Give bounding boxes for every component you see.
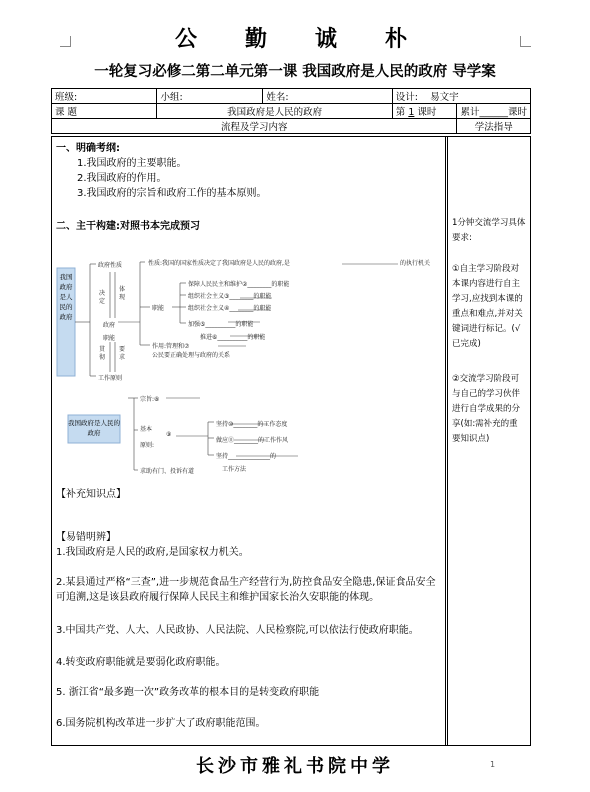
error-item-2: 2.某县通过严格“三查”,进一步规范食品生产经营行为,防控食品安全隐患,保证食品安全可追溯,这是该县政府履行保障人民民主和维护国家长治久安职能的体现。: [56, 577, 436, 603]
principle-10: 坚持⑩________的工作态度: [216, 421, 288, 428]
total-cell: 累计______课时: [457, 104, 531, 119]
node-functions-word: 职能: [103, 335, 116, 342]
method-word: 工作方法: [222, 466, 247, 473]
total-suffix: 课时: [507, 107, 527, 118]
basic-word: 基本: [140, 426, 153, 433]
func-5: 推进⑥__________的职能: [200, 334, 266, 341]
errors-heading: 【易错明辨】: [56, 532, 116, 543]
node-require: 要求: [119, 346, 126, 361]
tenet-line: 宗旨:⑧: [140, 396, 160, 403]
designer-name: 易文宇: [430, 92, 459, 103]
left-box-label: 我国政府是人民的政府: [59, 273, 73, 321]
lesson-prefix: 第: [395, 107, 406, 118]
page-number: 1: [490, 760, 496, 769]
func-2: 组织社会主义③________的职能: [188, 293, 272, 300]
func-1: 保障人民民主和维护②________的职能: [188, 281, 290, 288]
document-title: 一轮复习必修二第二单元第一课 我国政府是人民的政府 导学案: [94, 63, 496, 80]
func-3: 组织社会主义④________的职能: [188, 305, 272, 312]
syllabus-item-2: 2.我国政府的作用。: [77, 173, 167, 184]
group-label: 小组:: [157, 89, 263, 104]
lesson-suffix: 课时: [417, 107, 437, 118]
principle-12: 坚持______________的: [216, 453, 277, 460]
col-main-header: 流程及学习内容: [52, 119, 457, 134]
func-4: 加强⑤__________的职能: [188, 321, 254, 328]
lesson-number: 1: [408, 107, 415, 118]
node-principle: 工作原则: [98, 375, 123, 382]
node-through: 贯彻: [99, 346, 106, 361]
func-label: 职能: [152, 305, 165, 312]
principle-11: 做应⑪________的工作作风: [216, 437, 289, 444]
name-label: 姓名:: [263, 89, 392, 104]
error-item-5: 5. 浙江省“最多跑一次”政务改革的根本目的是转变政府职能: [56, 687, 320, 698]
topic-label: 课 题: [52, 104, 157, 119]
syllabus-item-1: 1.我国政府的主要职能。: [77, 158, 187, 169]
node-decide: 决定: [99, 290, 106, 305]
diagram-left-box: [57, 268, 75, 376]
design-label: 设计:: [395, 92, 418, 103]
role-line-2: 公民要正确处理与政府的关系: [152, 352, 231, 359]
school-name-footer: 长沙市雅礼书院中学: [196, 756, 394, 777]
guidance-step-2: ②交流学习阶段可与自己的学习伙伴进行自学成果的分享(如:需补充的重要知识点): [452, 374, 521, 444]
error-item-4: 4.转变政府职能就是要弱化政府职能。: [56, 657, 226, 668]
blank-9: ⑨: [166, 431, 172, 438]
supplement-heading: 【补充知识点】: [56, 489, 126, 500]
complaint-line: 求助有门、投诉有道: [140, 468, 195, 475]
node-nature: 政府性质: [98, 262, 123, 269]
total-prefix: 累计: [460, 107, 480, 118]
principle-word: 原则:: [140, 442, 155, 449]
section2-heading: 二、主干构建:对照书本完成预习: [56, 221, 200, 232]
guidance-step-1: ①自主学习阶段对本课内容进行自主学习,应找到本课的重点和难点,并对关键词进行标记。(√已完成): [452, 264, 523, 349]
school-motto: 公勤诚朴: [174, 26, 455, 52]
syllabus-item-3: 3.我国政府的宗旨和政府工作的基本原则。: [77, 188, 267, 199]
exec-organ-a: 的执行机关: [400, 260, 431, 267]
section1-heading: 一、明确考纲:: [56, 143, 120, 154]
error-item-1: 1.我国政府是人民的政府,是国家权力机关。: [56, 547, 249, 558]
guidance-intro: 1分钟交流学习具体要求:: [452, 218, 526, 243]
topic-value: 我国政府是人民的政府: [157, 104, 392, 119]
col-side-header: 学法指导: [457, 119, 531, 134]
error-item-3: 3.中国共产党、人大、人民政协、人民法院、人民检察院,可以依法行使政府职能。: [56, 625, 419, 636]
diagram-box-2: 我国政府是人民的政府: [68, 419, 120, 437]
role-line: 作用:管理和⑦: [152, 343, 190, 350]
nature-line: 性质:我国的国家性质决定了我国政府是人民的政府,是: [148, 260, 290, 267]
class-label: 班级:: [52, 89, 157, 104]
node-embody: 体现: [119, 286, 126, 301]
error-item-6: 6.国务院机构改革进一步扩大了政府职能范围。: [56, 718, 266, 729]
node-gov: 政府: [103, 322, 116, 329]
